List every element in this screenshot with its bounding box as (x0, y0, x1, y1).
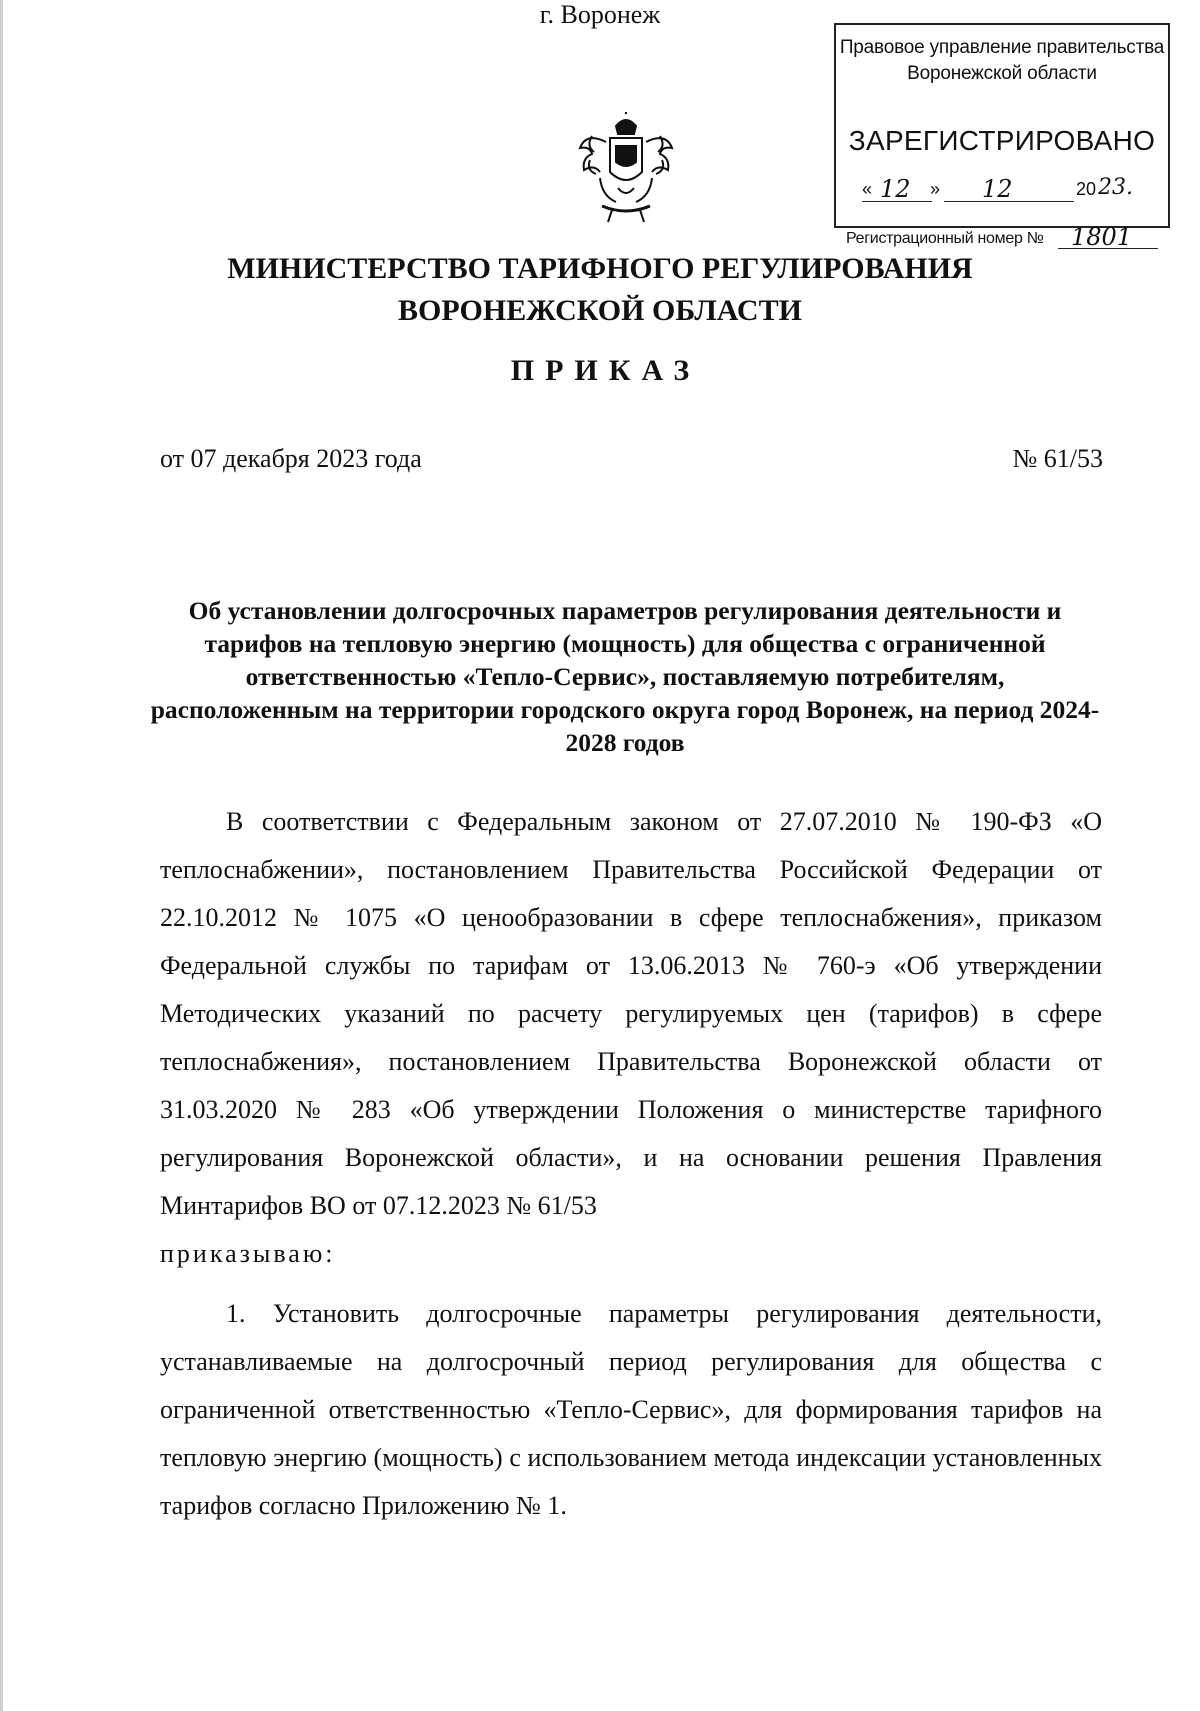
preamble-paragraph (160, 798, 1102, 1278)
preamble-text: В соответствии с Федеральным законом от 27.07.2010 № 190-ФЗ «О теплоснабжении», постановлением Правительства Российской Федерации от 22.10.2012 № 1075 «О ценообразовании в сфере теплоснабжения», приказом Федеральной службы по тарифам от 13.06.2013 № 760-э «Об утверждении Методических указаний по расчету регулируемых цен (тарифов) в сфере теплоснабжения», постановлением Правительства Воронежской области от 31.03.2020 № 283 «Об утверждении Положения о министерстве тарифного регулирования Воронежской области», и на основании решения Правления Минтарифов ВО от 07.12.2023 № 61/53 (160, 807, 1102, 1220)
stamp-reg-number: 1801 (1071, 223, 1133, 251)
order-city: г. Воронеж (539, 0, 661, 29)
ministry-title-line2: ВОРОНЕЖСКОЙ ОБЛАСТИ (398, 294, 802, 327)
registration-stamp (834, 23, 1170, 251)
stamp-year-prefix: 20 (1076, 179, 1097, 199)
stamp-month: 12 (982, 175, 1013, 203)
stamp-reg-label: Регистрационный номер № (846, 230, 1044, 247)
order-subject: Об установлении долгосрочных параметров регулирования деятельности и тарифов на тепловую энергию (мощность) для общества с ограниченной ответственностью «Тепло-Сервис», поставляемую потребителям, расположенным на территории городского округа город Воронеж, на период 2024-2028 годов (150, 596, 1100, 757)
stamp-organization: Правовое управление правительства Воронежской области (839, 37, 1165, 84)
stamp-day: 12 (880, 175, 911, 203)
stamp-open-quote: « (862, 179, 873, 199)
stamp-date (854, 175, 1154, 205)
ministry-title (0, 248, 1200, 332)
stamp-title: ЗАРЕГИСТРИРОВАНО (848, 125, 1156, 156)
item-1-paragraph: 1. Установить долгосрочные параметры регулирования деятельности, устанавливаемые на долгосрочный период регулирования для общества с ограниченной ответственностью «Тепло-Сервис», для формирования тарифов на тепловую энергию (мощность) с использованием метода индексации установленных тарифов согласно Приложению № 1. (160, 1299, 1102, 1520)
order-verb: приказываю: (160, 1239, 336, 1268)
ministry-title-line1: МИНИСТЕРСТВО ТАРИФНОГО РЕГУЛИРОВАНИЯ (227, 252, 973, 285)
stamp-year-suffix: 23. (1098, 175, 1133, 200)
document-type: ПРИКАЗ (510, 354, 701, 387)
order-date: от 07 декабря 2023 года (160, 444, 422, 473)
order-number: № 61/53 (1012, 444, 1103, 473)
stamp-close-quote: » (930, 179, 941, 199)
coat-of-arms-icon (572, 112, 680, 224)
